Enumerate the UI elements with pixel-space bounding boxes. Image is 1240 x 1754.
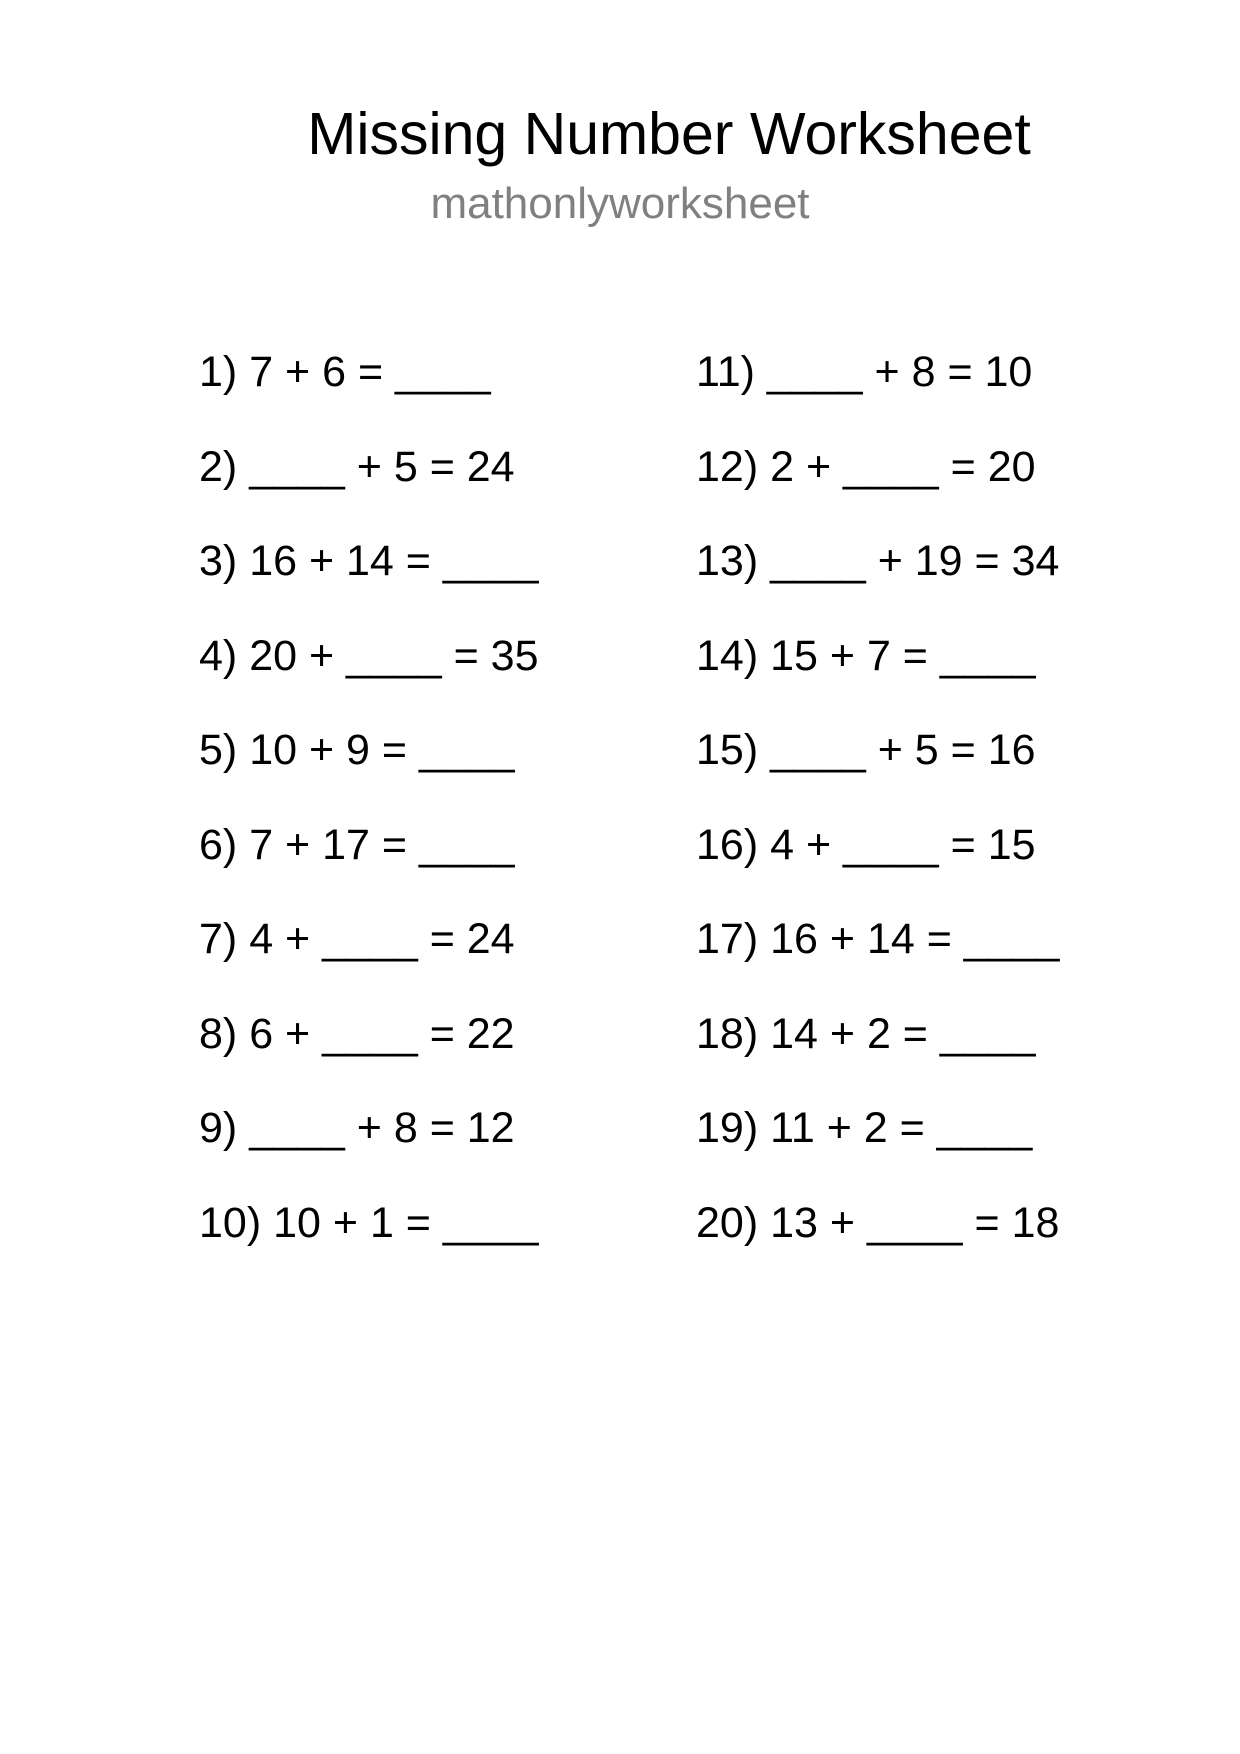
problems-left-column — [199, 342, 539, 1287]
problem-equation: 2 + ____ = 20 — [770, 442, 1036, 491]
problem-number: 10) — [199, 1198, 262, 1247]
problem-equation: ____ + 5 = 16 — [770, 726, 1036, 774]
problem-item — [696, 342, 1059, 437]
problem-item — [696, 626, 1059, 721]
worksheet-subtitle: mathonlyworksheet — [430, 179, 810, 228]
problems-right-column — [696, 342, 1059, 1287]
problem-item — [199, 437, 539, 532]
problem-equation: 10 + 9 = ____ — [249, 726, 515, 774]
problem-item — [696, 815, 1059, 910]
problem-number: 11) — [696, 348, 755, 396]
problem-number: 20) — [696, 1198, 759, 1247]
problem-number: 16) — [696, 820, 759, 869]
problem-equation: 4 + ____ = 15 — [770, 820, 1036, 869]
problem-number: 13) — [696, 537, 759, 585]
problem-item — [199, 626, 539, 721]
problem-number: 9) — [199, 1104, 238, 1152]
problem-number: 18) — [696, 1009, 759, 1058]
problem-item — [696, 1098, 1059, 1193]
problem-number: 14) — [696, 631, 759, 680]
problem-number: 12) — [696, 442, 759, 491]
problem-number: 8) — [199, 1009, 238, 1058]
problem-item — [199, 815, 539, 910]
problem-equation: 6 + ____ = 22 — [249, 1009, 515, 1058]
problem-number: 4) — [199, 631, 238, 680]
problem-item — [199, 531, 539, 626]
problem-item — [696, 1004, 1059, 1099]
problem-item — [199, 909, 539, 1004]
problem-number: 19) — [696, 1104, 759, 1152]
problem-item — [696, 531, 1059, 626]
problem-equation: 20 + ____ = 35 — [249, 631, 539, 680]
problem-equation: ____ + 8 = 10 — [766, 348, 1033, 396]
problem-item — [696, 720, 1059, 815]
problem-item — [199, 1193, 539, 1288]
problem-item — [696, 1193, 1059, 1288]
problem-equation: 7 + 17 = ____ — [249, 820, 515, 869]
problem-number: 7) — [199, 915, 238, 963]
problem-equation: 16 + 14 = ____ — [770, 915, 1060, 963]
problem-equation: 4 + ____ = 24 — [249, 915, 515, 963]
problem-equation: 16 + 14 = ____ — [249, 537, 539, 585]
problem-number: 1) — [199, 348, 238, 396]
problem-item — [696, 437, 1059, 532]
problem-number: 3) — [199, 537, 238, 585]
problem-equation: 11 + 2 = ____ — [770, 1104, 1033, 1152]
problem-equation: ____ + 19 = 34 — [770, 537, 1060, 585]
problem-equation: ____ + 5 = 24 — [249, 442, 515, 491]
problem-number: 6) — [199, 820, 238, 869]
problem-item — [199, 720, 539, 815]
problem-item — [696, 909, 1059, 1004]
problem-equation: 10 + 1 = ____ — [273, 1198, 539, 1247]
problem-item — [199, 342, 539, 437]
problem-equation: 7 + 6 = ____ — [249, 348, 491, 396]
problem-number: 5) — [199, 726, 238, 774]
problem-number: 15) — [696, 726, 759, 774]
problem-equation: ____ + 8 = 12 — [249, 1104, 515, 1152]
problem-equation: 15 + 7 = ____ — [770, 631, 1036, 680]
worksheet-title: Missing Number Worksheet — [307, 101, 1031, 167]
problem-item — [199, 1098, 539, 1193]
problem-equation: 13 + ____ = 18 — [770, 1198, 1060, 1247]
problem-equation: 14 + 2 = ____ — [770, 1009, 1036, 1058]
problem-number: 17) — [696, 915, 759, 963]
problem-item — [199, 1004, 539, 1099]
problem-number: 2) — [199, 442, 238, 491]
